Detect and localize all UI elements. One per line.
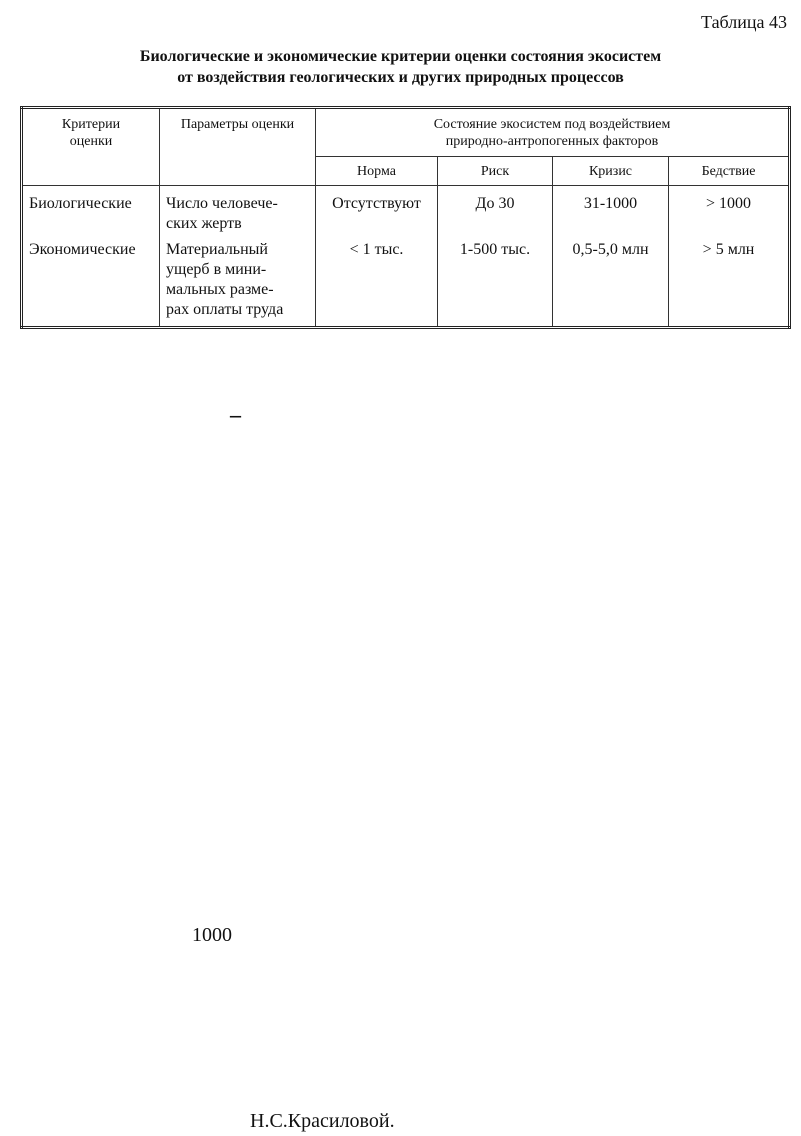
dash-fragment: – — [230, 402, 241, 427]
value-cell-crisis: 31-1000 0,5-5,0 млн — [553, 186, 669, 328]
title-line-1: Биологические и экономические критерии оценки состояния экосистем — [139, 48, 662, 65]
table-number: Таблица 43 — [701, 12, 787, 32]
header-ecosystem-state: Состояние экосистем под воздействием природно-антропогенных факторов — [316, 108, 790, 157]
author-fragment: Н.С.Красиловой. — [250, 1110, 395, 1132]
title-line-2: от воздействия геологических и других природных процессов — [177, 69, 624, 86]
criteria-table — [20, 106, 791, 329]
parameters-cell: Число человече- ских жертв Материальный ущерб в мини- мальных разме- рах оплаты труда — [160, 186, 316, 328]
header-level-disaster: Бедствие — [669, 157, 790, 186]
value-cell-norm: Отсутствуют < 1 тыс. — [316, 186, 438, 328]
value-cell-disaster: > 1000 > 5 млн — [669, 186, 790, 328]
table-row — [22, 186, 790, 328]
header-row — [22, 108, 790, 157]
value-cell-risk: До 30 1-500 тыс. — [438, 186, 553, 328]
header-level-crisis: Кризис — [553, 157, 669, 186]
header-parameters: Параметры оценки — [160, 108, 316, 186]
header-level-risk: Риск — [438, 157, 553, 186]
criteria-cell: Биологические Экономические — [22, 186, 160, 328]
header-criteria: Критерии оценки — [22, 108, 160, 186]
number-fragment: 1000 — [192, 924, 232, 946]
table-title — [0, 46, 801, 88]
header-level-norm: Норма — [316, 157, 438, 186]
